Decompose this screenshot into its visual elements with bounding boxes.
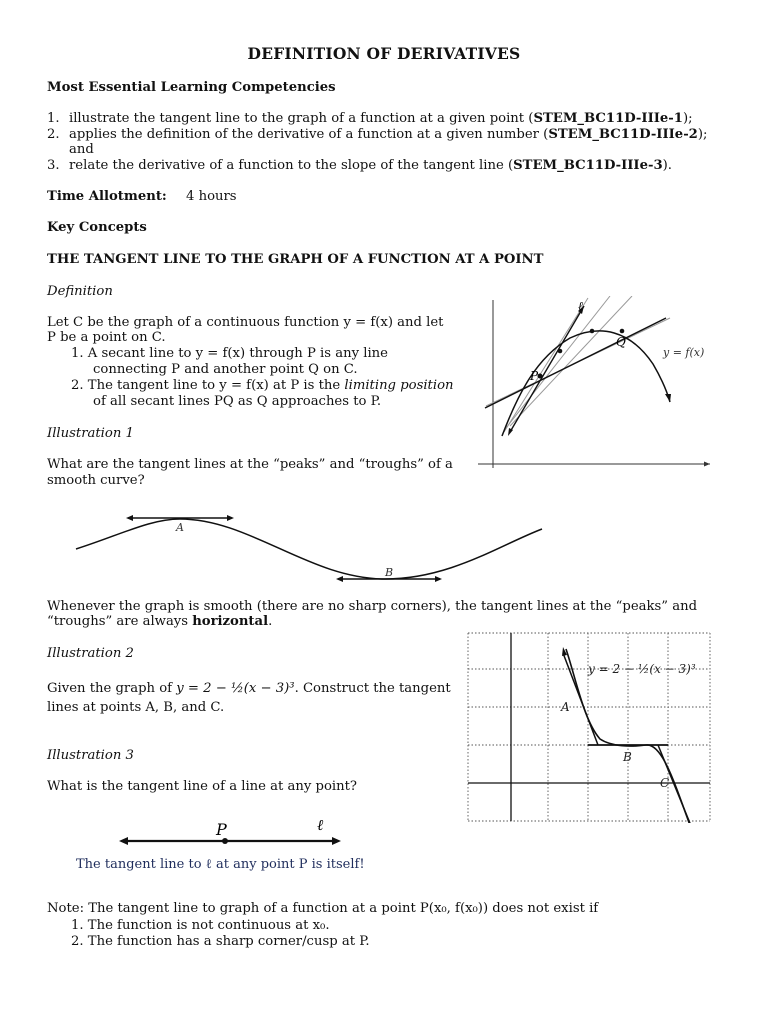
- melc-item-2-text: applies the definition of the derivative of a function at a given number (: [69, 127, 549, 142]
- melc-item-2-num: 2.: [47, 127, 60, 142]
- definition-item-2-a: 2. The tangent line to y = f(x) at P is the: [71, 378, 341, 393]
- tangent-line: [485, 318, 666, 408]
- peaks-troughs-figure: [70, 505, 550, 590]
- definition-intro-1: Let C be the graph of a continuous function y = f(x) and let: [47, 315, 444, 330]
- graph-label-B: B: [623, 750, 632, 764]
- ill1-heading: Illustration 1: [47, 426, 134, 441]
- ill1-answer-horizontal: horizontal: [192, 614, 269, 629]
- ill3-label-P: P: [216, 820, 227, 839]
- ill3-caption: The tangent line to ℓ at any point P is itself!: [76, 857, 365, 872]
- melc-item-3-after: ).: [662, 158, 672, 173]
- definition-heading: Definition: [47, 284, 113, 299]
- fig1-label-f: y = f(x): [663, 346, 705, 359]
- ill3-heading: Illustration 3: [47, 748, 134, 763]
- time-value: 4 hours: [186, 189, 237, 204]
- wave-curve: [76, 519, 542, 579]
- cubic-graph-figure: [466, 631, 712, 823]
- melc-heading: Most Essential Learning Competencies: [47, 80, 336, 95]
- fig1-label-P: P: [530, 369, 539, 383]
- note-text: Note: The tangent line to graph of a function at a point P(x₀, f(x₀)) does not exist if: [47, 901, 599, 916]
- ill1-answer-2c: .: [268, 614, 273, 629]
- ill2-text-1a: Given the graph of: [47, 681, 177, 696]
- fig1-x-arrow: [704, 462, 710, 467]
- definition-item-2-line-2: of all secant lines PQ as Q approaches to P.: [93, 394, 382, 409]
- melc-item-2-cont: and: [69, 142, 94, 157]
- point-P: [538, 374, 543, 379]
- melc-item-1-after: );: [682, 111, 693, 126]
- ill2-equation: y = 2 − ½(x − 3)³: [176, 681, 295, 696]
- definition-item-1-line-2: connecting P and another point Q on C.: [93, 362, 358, 377]
- secant-point-2: [590, 329, 595, 334]
- ell-line: [510, 306, 584, 432]
- fig1-label-Q: Q: [616, 335, 626, 349]
- ill2-text-1: [47, 681, 451, 696]
- ill3-label-ell: ℓ: [317, 816, 324, 834]
- key-concepts-heading: Key Concepts: [47, 220, 147, 235]
- ill3-question: What is the tangent line of a line at any point?: [47, 779, 357, 794]
- melc-item-2-code: STEM_BC11D-IIIe-2: [548, 127, 698, 142]
- melc-item-1-num: 1.: [47, 111, 60, 126]
- definition-item-1-line-1: 1. A secant line to y = f(x) through P is any line: [71, 346, 388, 361]
- ill2-text-1c: . Construct the tangent: [294, 681, 451, 696]
- melc-item-3-code: STEM_BC11D-IIIe-3: [513, 158, 663, 173]
- ill2-heading: Illustration 2: [47, 646, 134, 661]
- melc-item-1-text: illustrate the tangent line to the graph of a function at a given point (: [69, 111, 534, 126]
- melc-item-3: [47, 158, 672, 173]
- melc-item-2-after: );: [697, 127, 708, 142]
- label-trough-B: B: [385, 566, 394, 579]
- section-heading: THE TANGENT LINE TO THE GRAPH OF A FUNCTION AT A POINT: [47, 252, 544, 267]
- ill1-question-1: What are the tangent lines at the “peaks” and “troughs” of a: [47, 457, 453, 472]
- ill1-question-2: smooth curve?: [47, 473, 145, 488]
- secant-point-1: [558, 349, 563, 354]
- time-label: Time Allotment:: [47, 189, 167, 204]
- ill2-text-2: lines at points A, B, and C.: [47, 700, 225, 715]
- definition-item-2-line-1: [71, 378, 454, 393]
- note-item-2: 2. The function has a sharp corner/cusp at P.: [71, 934, 370, 949]
- melc-item-2: [47, 127, 708, 142]
- curve-arrow: [665, 394, 671, 402]
- graph-label-C: C: [660, 776, 670, 790]
- secant-tangent-figure: [470, 296, 720, 471]
- definition-item-2-limiting: limiting position: [344, 378, 454, 393]
- label-peak-A: A: [176, 521, 184, 534]
- ill1-answer-2: [47, 614, 272, 629]
- graph-equation-label: y = 2 − ½(x − 3)³: [588, 662, 696, 676]
- point-Q: [620, 329, 625, 334]
- curve-f: [502, 331, 670, 436]
- ill1-answer-1: Whenever the graph is smooth (there are no sharp corners), the tangent lines at the “peaks” and: [47, 599, 698, 614]
- note-item-1: 1. The function is not continuous at x₀.: [71, 918, 330, 933]
- page-title: DEFINITION OF DERIVATIVES: [247, 44, 521, 63]
- melc-item-1-code: STEM_BC11D-IIIe-1: [533, 111, 683, 126]
- melc-item-3-text: relate the derivative of a function to the slope of the tangent line (: [69, 158, 514, 173]
- graph-label-A: A: [561, 700, 570, 714]
- melc-item-3-num: 3.: [47, 158, 60, 173]
- definition-intro-2: P be a point on C.: [47, 330, 166, 345]
- ill1-answer-2a: “troughs” are always: [47, 614, 193, 629]
- line-tangent-figure: [115, 816, 355, 856]
- fig1-label-ell: ℓ: [578, 299, 583, 313]
- melc-item-1: [47, 111, 693, 126]
